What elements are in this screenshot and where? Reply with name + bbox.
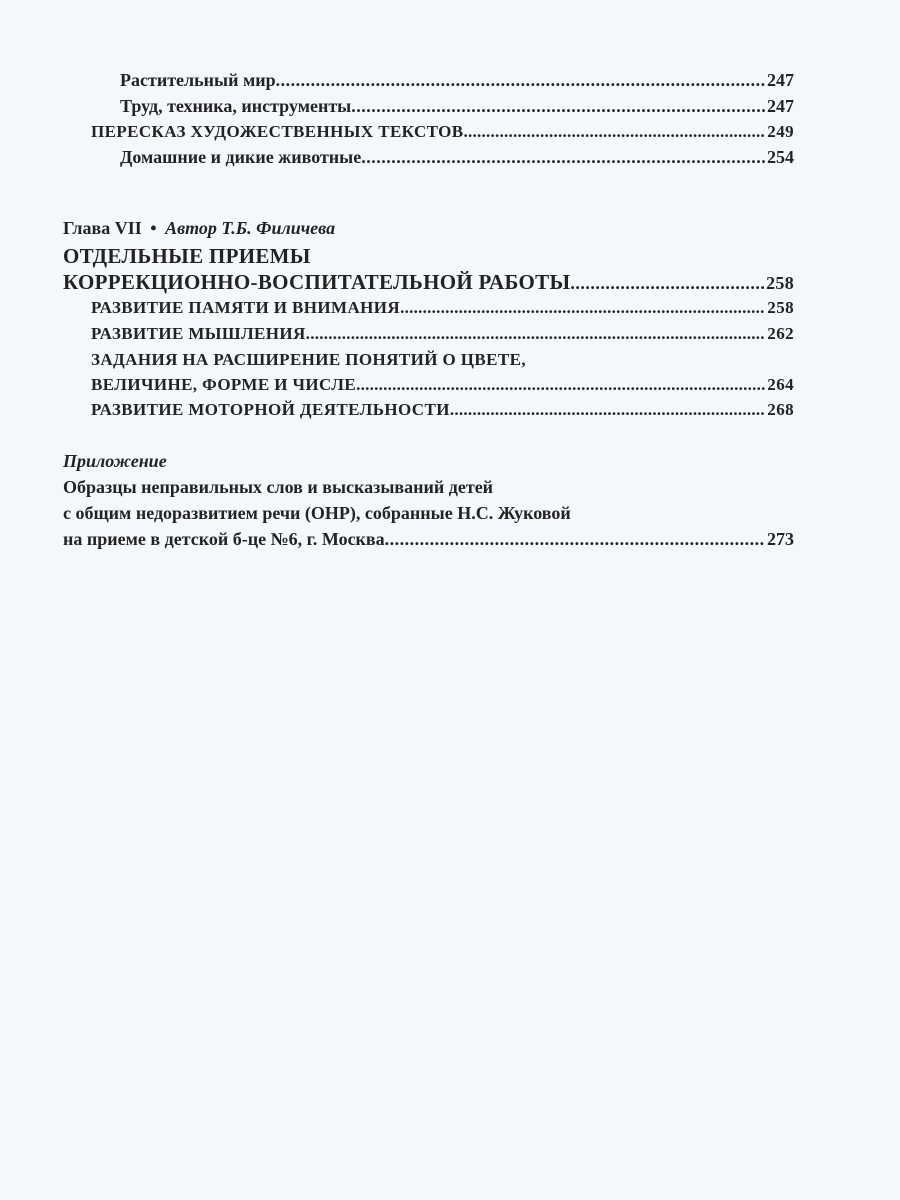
toc-entry-label: Труд, техника, инструменты (120, 96, 352, 116)
toc-entry-page: 249 (767, 122, 794, 141)
toc-entry (91, 375, 794, 395)
appendix-line: Образцы неправильных слов и высказываний детей (63, 477, 494, 497)
toc-entry-page: 273 (767, 529, 794, 549)
toc-leader-dots (464, 122, 766, 142)
bullet-icon: • (150, 218, 157, 238)
appendix-line: с общим недоразвитием речи (ОНР), собранные Н.С. Жуковой (63, 503, 571, 523)
toc-entry-label: Растительный мир (120, 70, 276, 90)
toc-leader-dots (400, 298, 765, 318)
toc-entry (91, 400, 794, 420)
toc-entry (120, 96, 794, 117)
toc-entry-page: 262 (767, 324, 794, 343)
toc-leader-dots (570, 273, 764, 294)
toc-entry (120, 147, 794, 168)
toc-leader-dots (361, 147, 765, 168)
toc-leader-dots (276, 70, 765, 91)
appendix-title: Приложение (63, 451, 167, 471)
toc-entry-page: 264 (767, 375, 794, 394)
toc-entry-label: ПЕРЕСКАЗ ХУДОЖЕСТВЕННЫХ ТЕКСТОВ (91, 122, 464, 141)
toc-entry-label: РАЗВИТИЕ МЫШЛЕНИЯ (91, 324, 306, 343)
toc-entry-label: ЗАДАНИЯ НА РАСШИРЕНИЕ ПОНЯТИЙ О ЦВЕТЕ, (91, 350, 526, 369)
toc-entry-page: 247 (767, 70, 794, 90)
toc-leader-dots (351, 96, 765, 117)
toc-entry-page: 247 (767, 96, 794, 116)
toc-entry (91, 298, 794, 318)
toc-leader-dots (385, 529, 765, 550)
toc-entry-label: Домашние и дикие животные (120, 147, 362, 167)
appendix-line: на приеме в детской б-це №6, г. Москва (63, 529, 385, 549)
toc-entry-label: ВЕЛИЧИНЕ, ФОРМЕ И ЧИСЛЕ (91, 375, 357, 394)
toc-entry (120, 70, 794, 91)
chapter-header (63, 218, 335, 239)
toc-entry (63, 529, 794, 550)
toc-entry-label: РАЗВИТИЕ ПАМЯТИ И ВНИМАНИЯ (91, 298, 401, 317)
toc-leader-dots (356, 375, 765, 395)
toc-leader-dots (306, 324, 766, 344)
toc-entry (91, 324, 794, 344)
chapter-author: Автор Т.Б. Филичева (165, 218, 336, 238)
toc-entry (91, 122, 794, 142)
chapter-title-line: КОРРЕКЦИОННО-ВОСПИТАТЕЛЬНОЙ РАБОТЫ (63, 270, 571, 294)
toc-entry-page: 254 (767, 147, 794, 167)
toc-entry-page: 258 (766, 273, 794, 293)
toc-leader-dots (450, 400, 765, 420)
chapter-label: Глава VII (63, 218, 142, 238)
toc-entry-page: 258 (767, 298, 794, 317)
chapter-title-entry (63, 270, 794, 295)
chapter-title-line: ОТДЕЛЬНЫЕ ПРИЕМЫ (63, 244, 311, 268)
toc-entry-page: 268 (767, 400, 794, 419)
toc-entry-label: РАЗВИТИЕ МОТОРНОЙ ДЕЯТЕЛЬНОСТИ (91, 400, 450, 419)
